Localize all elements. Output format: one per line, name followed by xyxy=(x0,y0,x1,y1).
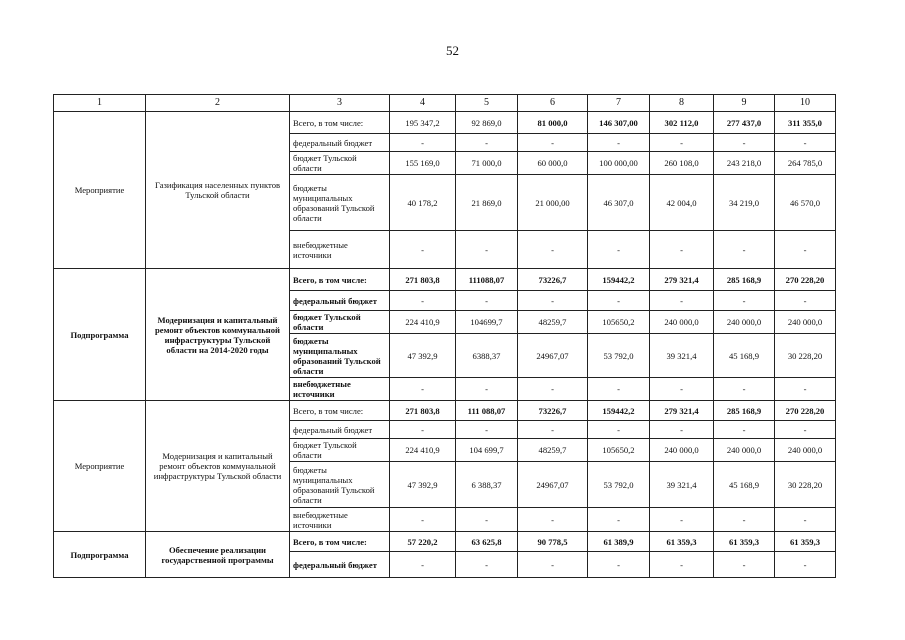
amount-cell: 46 307,0 xyxy=(588,175,650,231)
funding-source-label: Всего, в том числе: xyxy=(290,269,390,291)
amount-cell: 224 410,9 xyxy=(390,311,456,334)
amount-cell: - xyxy=(650,231,714,269)
amount-cell: 100 000,00 xyxy=(588,152,650,175)
amount-cell: - xyxy=(456,231,518,269)
amount-cell: 53 792,0 xyxy=(588,462,650,508)
amount-cell: - xyxy=(775,378,836,401)
amount-cell: - xyxy=(775,231,836,269)
amount-cell: 39 321,4 xyxy=(650,462,714,508)
amount-cell: 302 112,0 xyxy=(650,112,714,134)
amount-cell: 90 778,5 xyxy=(518,532,588,552)
amount-cell: 159442,2 xyxy=(588,269,650,291)
funding-source-label: внебюджетные источники xyxy=(290,508,390,532)
amount-cell: - xyxy=(390,231,456,269)
amount-cell: 73226,7 xyxy=(518,269,588,291)
amount-cell: 146 307,00 xyxy=(588,112,650,134)
budget-table xyxy=(53,94,836,578)
amount-cell: - xyxy=(518,231,588,269)
amount-cell: 271 803,8 xyxy=(390,401,456,421)
column-number-row xyxy=(54,95,836,112)
amount-cell: 61 359,3 xyxy=(650,532,714,552)
funding-source-label: федеральный бюджет xyxy=(290,552,390,578)
amount-cell: - xyxy=(518,552,588,578)
amount-cell: 71 000,0 xyxy=(456,152,518,175)
amount-cell: - xyxy=(456,134,518,152)
amount-cell: 60 000,0 xyxy=(518,152,588,175)
amount-cell: - xyxy=(588,231,650,269)
amount-cell: - xyxy=(775,552,836,578)
table-row xyxy=(54,401,836,421)
column-header: 6 xyxy=(518,95,588,112)
amount-cell: - xyxy=(588,291,650,311)
amount-cell: 279 321,4 xyxy=(650,269,714,291)
amount-cell: 30 228,20 xyxy=(775,334,836,378)
amount-cell: - xyxy=(518,134,588,152)
amount-cell: - xyxy=(588,421,650,439)
amount-cell: - xyxy=(714,134,775,152)
funding-source-label: федеральный бюджет xyxy=(290,134,390,152)
amount-cell: 285 168,9 xyxy=(714,269,775,291)
amount-cell: 57 220,2 xyxy=(390,532,456,552)
block-type: Подпрограмма xyxy=(54,269,146,401)
amount-cell: - xyxy=(518,378,588,401)
amount-cell: 6388,37 xyxy=(456,334,518,378)
amount-cell: 61 359,3 xyxy=(775,532,836,552)
amount-cell: 61 359,3 xyxy=(714,532,775,552)
amount-cell: 277 437,0 xyxy=(714,112,775,134)
amount-cell: - xyxy=(650,291,714,311)
funding-source-label: бюджеты муниципальных образований Тульской области xyxy=(290,334,390,378)
amount-cell: - xyxy=(456,552,518,578)
funding-source-label: бюджет Тульской области xyxy=(290,439,390,462)
column-header: 1 xyxy=(54,95,146,112)
funding-source-label: федеральный бюджет xyxy=(290,421,390,439)
amount-cell: - xyxy=(775,421,836,439)
amount-cell: 111 088,07 xyxy=(456,401,518,421)
amount-cell: - xyxy=(456,508,518,532)
amount-cell: 24967,07 xyxy=(518,334,588,378)
column-header: 9 xyxy=(714,95,775,112)
amount-cell: - xyxy=(518,508,588,532)
column-header: 4 xyxy=(390,95,456,112)
column-header: 7 xyxy=(588,95,650,112)
amount-cell: 40 178,2 xyxy=(390,175,456,231)
table-row xyxy=(54,269,836,291)
amount-cell: 111088,07 xyxy=(456,269,518,291)
amount-cell: 285 168,9 xyxy=(714,401,775,421)
amount-cell: 240 000,0 xyxy=(775,439,836,462)
amount-cell: 92 869,0 xyxy=(456,112,518,134)
amount-cell: - xyxy=(588,508,650,532)
column-header: 5 xyxy=(456,95,518,112)
amount-cell: - xyxy=(714,291,775,311)
amount-cell: - xyxy=(456,421,518,439)
amount-cell: - xyxy=(390,508,456,532)
block-type: Мероприятие xyxy=(54,112,146,269)
block-type: Мероприятие xyxy=(54,401,146,532)
amount-cell: 47 392,9 xyxy=(390,462,456,508)
amount-cell: 311 355,0 xyxy=(775,112,836,134)
amount-cell: 240 000,0 xyxy=(714,311,775,334)
amount-cell: 105650,2 xyxy=(588,311,650,334)
amount-cell: - xyxy=(390,134,456,152)
amount-cell: - xyxy=(714,552,775,578)
amount-cell: 104 699,7 xyxy=(456,439,518,462)
amount-cell: 24967,07 xyxy=(518,462,588,508)
block-name: Обеспечение реализации государственной программы xyxy=(146,532,290,578)
amount-cell: - xyxy=(518,291,588,311)
table-row xyxy=(54,112,836,134)
table-row xyxy=(54,532,836,552)
amount-cell: - xyxy=(390,378,456,401)
amount-cell: - xyxy=(390,552,456,578)
amount-cell: - xyxy=(650,552,714,578)
amount-cell: - xyxy=(390,291,456,311)
block-name: Газификация населенных пунктов Тульской области xyxy=(146,112,290,269)
amount-cell: 30 228,20 xyxy=(775,462,836,508)
amount-cell: 45 168,9 xyxy=(714,334,775,378)
amount-cell: 53 792,0 xyxy=(588,334,650,378)
amount-cell: 264 785,0 xyxy=(775,152,836,175)
amount-cell: 34 219,0 xyxy=(714,175,775,231)
amount-cell: - xyxy=(588,552,650,578)
amount-cell: - xyxy=(775,291,836,311)
column-header: 3 xyxy=(290,95,390,112)
column-header: 10 xyxy=(775,95,836,112)
amount-cell: 47 392,9 xyxy=(390,334,456,378)
amount-cell: - xyxy=(518,421,588,439)
amount-cell: - xyxy=(390,421,456,439)
amount-cell: 45 168,9 xyxy=(714,462,775,508)
funding-source-label: внебюджетные источники xyxy=(290,231,390,269)
funding-source-label: бюджеты муниципальных образований Тульской области xyxy=(290,175,390,231)
amount-cell: 195 347,2 xyxy=(390,112,456,134)
block-type: Подпрограмма xyxy=(54,532,146,578)
funding-source-label: Всего, в том числе: xyxy=(290,112,390,134)
amount-cell: 224 410,9 xyxy=(390,439,456,462)
amount-cell: 155 169,0 xyxy=(390,152,456,175)
amount-cell: - xyxy=(650,508,714,532)
amount-cell: 270 228,20 xyxy=(775,269,836,291)
funding-source-label: федеральный бюджет xyxy=(290,291,390,311)
amount-cell: - xyxy=(456,291,518,311)
amount-cell: 104699,7 xyxy=(456,311,518,334)
amount-cell: - xyxy=(775,134,836,152)
amount-cell: - xyxy=(714,421,775,439)
amount-cell: 271 803,8 xyxy=(390,269,456,291)
amount-cell: 21 000,00 xyxy=(518,175,588,231)
amount-cell: 21 869,0 xyxy=(456,175,518,231)
amount-cell: 61 389,9 xyxy=(588,532,650,552)
amount-cell: - xyxy=(714,508,775,532)
column-header: 8 xyxy=(650,95,714,112)
block-name: Модернизация и капитальный ремонт объектов коммунальной инфраструктуры Тульской области xyxy=(146,401,290,532)
funding-source-label: внебюджетные источники xyxy=(290,378,390,401)
amount-cell: - xyxy=(588,378,650,401)
amount-cell: 63 625,8 xyxy=(456,532,518,552)
amount-cell: 39 321,4 xyxy=(650,334,714,378)
amount-cell: 48259,7 xyxy=(518,311,588,334)
amount-cell: - xyxy=(650,134,714,152)
amount-cell: 159442,2 xyxy=(588,401,650,421)
amount-cell: - xyxy=(456,378,518,401)
amount-cell: 240 000,0 xyxy=(650,311,714,334)
amount-cell: - xyxy=(650,378,714,401)
amount-cell: 240 000,0 xyxy=(775,311,836,334)
amount-cell: 48259,7 xyxy=(518,439,588,462)
amount-cell: 42 004,0 xyxy=(650,175,714,231)
funding-source-label: Всего, в том числе: xyxy=(290,532,390,552)
amount-cell: 270 228,20 xyxy=(775,401,836,421)
amount-cell: 243 218,0 xyxy=(714,152,775,175)
amount-cell: 46 570,0 xyxy=(775,175,836,231)
column-header: 2 xyxy=(146,95,290,112)
amount-cell: 73226,7 xyxy=(518,401,588,421)
funding-source-label: бюджеты муниципальных образований Тульской области xyxy=(290,462,390,508)
amount-cell: - xyxy=(714,231,775,269)
amount-cell: - xyxy=(588,134,650,152)
amount-cell: 6 388,37 xyxy=(456,462,518,508)
amount-cell: - xyxy=(714,378,775,401)
block-name: Модернизация и капитальный ремонт объектов коммунальной инфраструктуры Тульской области на 2014-2020 годы xyxy=(146,269,290,401)
funding-source-label: бюджет Тульской области xyxy=(290,311,390,334)
page-number: 52 xyxy=(446,43,459,58)
amount-cell: - xyxy=(650,421,714,439)
amount-cell: 279 321,4 xyxy=(650,401,714,421)
amount-cell: 105650,2 xyxy=(588,439,650,462)
amount-cell: 240 000,0 xyxy=(650,439,714,462)
amount-cell: 240 000,0 xyxy=(714,439,775,462)
amount-cell: 81 000,0 xyxy=(518,112,588,134)
funding-source-label: Всего, в том числе: xyxy=(290,401,390,421)
funding-source-label: бюджет Тульской области xyxy=(290,152,390,175)
amount-cell: - xyxy=(775,508,836,532)
amount-cell: 260 108,0 xyxy=(650,152,714,175)
